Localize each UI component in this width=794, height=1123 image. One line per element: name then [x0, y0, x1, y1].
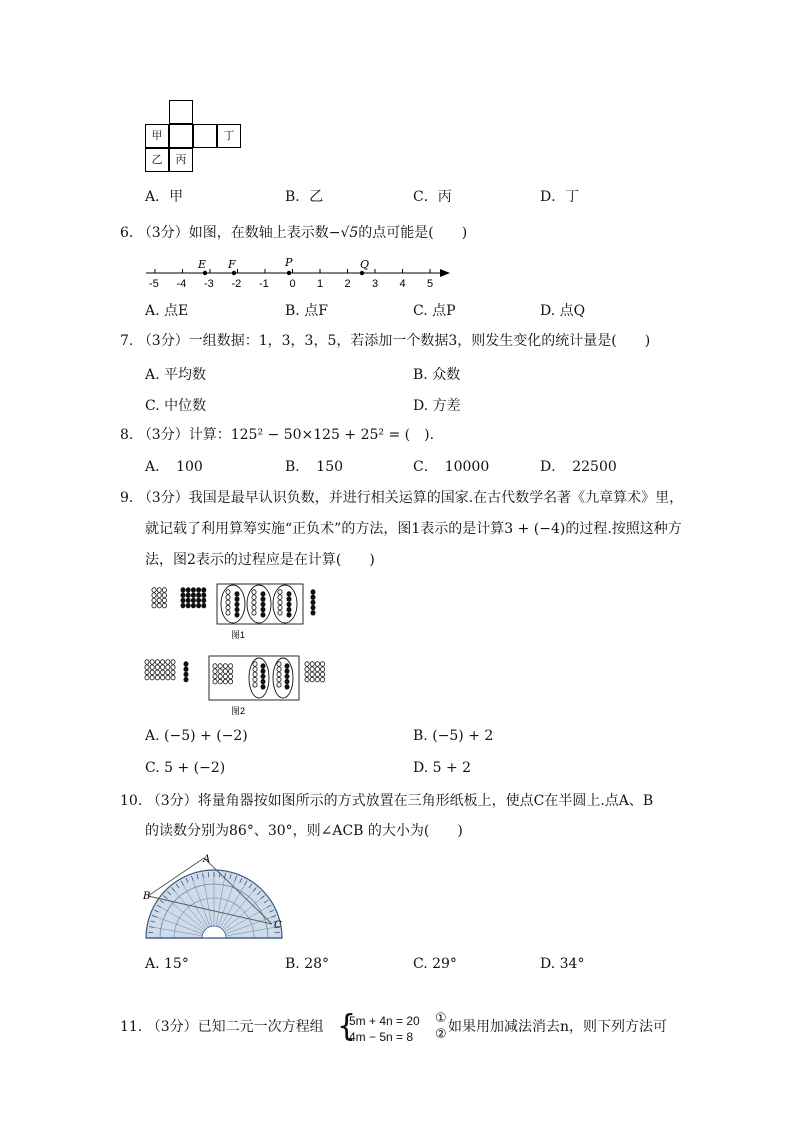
grouping-oval — [249, 658, 269, 698]
filled-rod — [202, 588, 206, 593]
q6-text-after: 的点可能是( ) — [358, 225, 468, 241]
hollow-rod — [166, 670, 170, 675]
hollow-rod — [161, 660, 165, 665]
hollow-rod — [321, 672, 325, 677]
filled-rod — [261, 685, 265, 690]
hollow-rod — [229, 669, 233, 674]
q9-number: 9. — [120, 490, 134, 506]
filled-rod — [285, 669, 289, 674]
hollow-rod — [229, 664, 233, 669]
q8-number: 8. — [120, 427, 134, 443]
q10-option-d[interactable]: D. 34° — [540, 956, 585, 972]
filled-rod — [311, 590, 315, 595]
q9-score: （3分） — [137, 490, 189, 506]
filled-rod — [235, 597, 239, 602]
filled-rod — [202, 593, 206, 598]
filled-rod — [186, 603, 190, 608]
q11-stem-start — [120, 1018, 324, 1036]
hollow-rod — [253, 672, 257, 677]
filled-rod — [311, 605, 315, 610]
hollow-rod — [145, 665, 149, 670]
q5-option-a[interactable]: A．甲 — [145, 189, 184, 205]
hollow-rod — [229, 679, 233, 684]
filled-rod — [191, 593, 195, 598]
q11-text-before: 已知二元一次方程组 — [197, 1019, 324, 1035]
q10-number: 10. — [120, 793, 143, 809]
hollow-rod — [310, 662, 314, 667]
number-line-tick-label: 3 — [372, 278, 379, 290]
hollow-rod — [278, 595, 282, 600]
hollow-rod — [278, 605, 282, 610]
filled-rod — [261, 592, 265, 597]
filled-rod — [287, 597, 291, 602]
hollow-rod — [253, 677, 257, 682]
hollow-rod — [166, 665, 170, 670]
cube-net-figure — [145, 100, 255, 175]
hollow-rod — [252, 600, 256, 605]
filled-rod — [191, 603, 195, 608]
hollow-rod — [218, 664, 222, 669]
q9-option-b[interactable]: B. (−5) + 2 — [413, 728, 494, 744]
net-cell-ding: 丁 — [217, 124, 241, 148]
hollow-rod — [278, 611, 282, 616]
filled-rod — [197, 598, 201, 603]
hollow-rod — [278, 590, 282, 595]
hollow-rod — [315, 677, 319, 682]
q11-score: （3分） — [146, 1019, 198, 1035]
q10-option-a[interactable]: A. 15° — [145, 956, 189, 972]
number-line-tick-label: -1 — [259, 278, 269, 290]
counting-rods-figure-1 — [145, 580, 335, 642]
q8-option-c[interactable]: C． 10000 — [413, 459, 490, 475]
filled-rod — [197, 603, 201, 608]
hollow-rod — [152, 598, 156, 603]
hollow-rod — [253, 662, 257, 667]
filled-rod — [197, 593, 201, 598]
filled-rod — [285, 664, 289, 669]
hollow-rod — [171, 675, 175, 680]
hollow-rod — [226, 600, 230, 605]
q8-stem — [120, 426, 434, 444]
hollow-rod — [252, 590, 256, 595]
hollow-rod — [157, 598, 161, 603]
filled-rod — [261, 597, 265, 602]
hollow-rod — [315, 662, 319, 667]
fig2-caption: 图2 — [231, 706, 246, 716]
q9-stem-line2: 就记载了利用算筹实施“正负术”的方法，图1表示的是计算3 + (−4)的过程.按照这种方 — [145, 521, 682, 537]
filled-rod — [181, 598, 185, 603]
hollow-rod — [155, 660, 159, 665]
hollow-rod — [321, 662, 325, 667]
hollow-rod — [162, 588, 166, 593]
hollow-rod — [305, 662, 309, 667]
hollow-rod — [155, 665, 159, 670]
filled-rod — [285, 685, 289, 690]
filled-rod — [191, 588, 195, 593]
filled-rod — [184, 662, 188, 667]
hollow-rod — [171, 670, 175, 675]
filled-rod — [184, 677, 188, 682]
grouping-oval — [273, 585, 297, 623]
hollow-rod — [162, 603, 166, 608]
hollow-rod — [277, 677, 281, 682]
hollow-rod — [155, 670, 159, 675]
number-line-tick-label: -4 — [176, 278, 187, 290]
hollow-rod — [150, 670, 154, 675]
filled-rod — [261, 674, 265, 679]
q5-option-d[interactable]: D．丁 — [540, 189, 580, 205]
hollow-rod — [226, 595, 230, 600]
q6-option-a[interactable]: A. 点E — [145, 303, 189, 319]
q5-option-b[interactable]: B．乙 — [285, 189, 324, 205]
filled-rod — [202, 603, 206, 608]
q6-stem — [120, 224, 467, 242]
hollow-rod — [213, 679, 217, 684]
hollow-rod — [150, 675, 154, 680]
label-c: C — [274, 920, 282, 931]
filled-rod — [261, 679, 265, 684]
hollow-rod — [277, 683, 281, 688]
filled-rod — [184, 672, 188, 677]
q8-option-b[interactable]: B． 150 — [285, 459, 344, 475]
hollow-rod — [157, 588, 161, 593]
filled-rod — [311, 611, 315, 616]
filled-rod — [287, 613, 291, 618]
hollow-rod — [252, 595, 256, 600]
filled-rod — [311, 595, 315, 600]
number-line-tick-label: 5 — [427, 278, 434, 290]
net-cell-bing: 丙 — [169, 148, 193, 172]
hollow-rod — [226, 590, 230, 595]
hollow-rod — [155, 675, 159, 680]
q10-option-c[interactable]: C. 29° — [413, 956, 457, 972]
hollow-rod — [305, 672, 309, 677]
filled-rod — [186, 588, 190, 593]
hollow-rod — [157, 603, 161, 608]
hollow-rod — [277, 662, 281, 667]
hollow-rod — [157, 593, 161, 598]
q6-expr: −√5 — [328, 225, 359, 241]
filled-rod — [287, 592, 291, 597]
filled-rod — [261, 669, 265, 674]
q11-circ1: ① — [435, 1011, 447, 1026]
hollow-rod — [310, 667, 314, 672]
hollow-rod — [277, 667, 281, 672]
hollow-rod — [253, 667, 257, 672]
hollow-rod — [229, 674, 233, 679]
q8-option-a[interactable]: A． 100 — [145, 459, 203, 475]
hollow-rod — [310, 677, 314, 682]
hollow-rod — [161, 670, 165, 675]
q8-option-d[interactable]: D． 22500 — [540, 459, 617, 475]
hollow-rod — [305, 667, 309, 672]
net-cell-top — [169, 100, 193, 124]
q11-eq2: 4m − 5n = 8 — [349, 1030, 414, 1044]
hollow-rod — [252, 605, 256, 610]
q7-option-c[interactable]: C. 中位数 — [145, 398, 207, 414]
hollow-rod — [166, 660, 170, 665]
filled-rod — [311, 600, 315, 605]
point-e-label: E — [198, 258, 207, 271]
q9-line1: 我国是最早认识负数，并进行相关运算的国家.在古代数学名著《九章算术》里， — [188, 490, 684, 506]
q9-stem-line3: 法，图2表示的过程应是在计算( ) — [145, 552, 375, 568]
q7-score: （3分） — [137, 333, 189, 349]
q8-text: 计算：125² − 50×125 + 25² = ( ). — [188, 427, 435, 443]
number-line-tick-label: -2 — [231, 278, 242, 290]
protractor-figure — [140, 852, 290, 944]
hollow-rod — [321, 677, 325, 682]
net-cell-yi: 乙 — [145, 148, 169, 172]
number-line-tick-label: -5 — [149, 278, 159, 290]
hollow-rod — [213, 664, 217, 669]
q9-option-c[interactable]: C. 5 + (−2) — [145, 760, 226, 776]
q10-line1: 将量角器按如图所示的方式放置在三角形纸板上，使点C在半圆上.点A、B — [197, 793, 654, 809]
filled-rod — [287, 602, 291, 607]
filled-rod — [285, 674, 289, 679]
hollow-rod — [145, 660, 149, 665]
filled-rod — [186, 593, 190, 598]
q11-equation-system — [337, 1011, 455, 1047]
q11-circ2: ② — [435, 1027, 447, 1042]
hollow-rod — [150, 665, 154, 670]
net-cell-jia: 甲 — [145, 124, 169, 148]
filled-rod — [235, 592, 239, 597]
hollow-rod — [162, 593, 166, 598]
q11-brace: { — [337, 1009, 357, 1044]
number-line-tick-label: -3 — [204, 278, 214, 290]
hollow-rod — [277, 672, 281, 677]
q6-option-b[interactable]: B. 点F — [285, 303, 328, 319]
filled-rod — [186, 598, 190, 603]
q11-number: 11. — [120, 1019, 143, 1035]
hollow-rod — [321, 667, 325, 672]
q10-stem-line1 — [120, 792, 653, 810]
hollow-rod — [315, 667, 319, 672]
q5-option-c[interactable]: C．丙 — [413, 189, 452, 205]
filled-rod — [285, 679, 289, 684]
q6-score: （3分） — [137, 225, 189, 241]
q11-eq1: 5m + 4n = 20 — [349, 1014, 420, 1028]
filled-rod — [235, 602, 239, 607]
q7-option-a[interactable]: A. 平均数 — [145, 367, 207, 383]
hollow-rod — [166, 675, 170, 680]
q7-text: 一组数据：1，3，3，5，若添加一个数据3，则发生变化的统计量是( ) — [188, 333, 651, 349]
point-f-label: F — [228, 258, 236, 271]
filled-rod — [261, 664, 265, 669]
number-line-tick-label: 2 — [344, 278, 351, 290]
hollow-rod — [161, 665, 165, 670]
hollow-rod — [162, 598, 166, 603]
q6-number: 6. — [120, 225, 134, 241]
q9-option-a[interactable]: A. (−5) + (−2) — [145, 728, 248, 744]
hollow-rod — [145, 675, 149, 680]
hollow-rod — [218, 679, 222, 684]
q7-number: 7. — [120, 333, 134, 349]
hollow-rod — [310, 672, 314, 677]
q11-text-after: 如果用加减法消去n，则下列方法可 — [448, 1019, 668, 1035]
filled-rod — [261, 607, 265, 612]
hollow-rod — [161, 675, 165, 680]
hollow-rod — [152, 588, 156, 593]
hollow-rod — [152, 603, 156, 608]
filled-rod — [287, 607, 291, 612]
hollow-rod — [305, 677, 309, 682]
hollow-rod — [223, 679, 227, 684]
filled-rod — [235, 607, 239, 612]
point-p-label: P — [285, 256, 293, 269]
net-cell-right1 — [193, 124, 217, 148]
q10-option-b[interactable]: B. 28° — [285, 956, 330, 972]
counting-rods-figure-2 — [143, 652, 343, 720]
grouping-oval — [221, 585, 245, 623]
hollow-rod — [213, 669, 217, 674]
hollow-rod — [315, 672, 319, 677]
hollow-rod — [226, 611, 230, 616]
filled-rod — [184, 667, 188, 672]
filled-rod — [191, 598, 195, 603]
number-line-tick-label: 0 — [289, 278, 296, 290]
hollow-rod — [145, 670, 149, 675]
hollow-rod — [223, 664, 227, 669]
grouping-oval — [247, 585, 271, 623]
hollow-rod — [278, 600, 282, 605]
q7-option-d[interactable]: D. 方差 — [413, 398, 461, 414]
label-a: A — [203, 854, 211, 865]
hollow-rod — [223, 669, 227, 674]
q9-stem-line1 — [120, 489, 683, 507]
filled-rod — [197, 588, 201, 593]
net-cell-middle — [169, 124, 193, 148]
hollow-rod — [218, 674, 222, 679]
filled-rod — [235, 613, 239, 618]
label-b: B — [143, 891, 151, 902]
filled-rod — [181, 603, 185, 608]
q6-text-before: 如图，在数轴上表示数 — [188, 225, 329, 241]
filled-rod — [261, 602, 265, 607]
filled-rod — [261, 613, 265, 618]
hollow-rod — [213, 674, 217, 679]
hollow-rod — [218, 669, 222, 674]
q8-score: （3分） — [137, 427, 189, 443]
hollow-rod — [150, 660, 154, 665]
hollow-rod — [152, 593, 156, 598]
filled-rod — [181, 593, 185, 598]
q6-option-d[interactable]: D. 点Q — [540, 303, 586, 319]
q7-stem — [120, 332, 650, 350]
hollow-rod — [252, 611, 256, 616]
grouping-oval — [273, 658, 293, 698]
filled-rod — [181, 588, 185, 593]
q10-stem-line2: 的读数分别为86°、30°，则∠ACB 的大小为( ) — [145, 823, 463, 839]
hollow-rod — [223, 674, 227, 679]
number-line-tick-label: 4 — [399, 278, 406, 290]
fig1-caption: 图1 — [231, 630, 246, 640]
q6-option-c[interactable]: C. 点P — [413, 303, 456, 319]
filled-rod — [202, 598, 206, 603]
hollow-rod — [226, 605, 230, 610]
number-line-tick-label: 1 — [317, 278, 324, 290]
hollow-rod — [171, 665, 175, 670]
point-q-label: Q — [360, 258, 370, 271]
hollow-rod — [253, 683, 257, 688]
q7-option-b[interactable]: B. 众数 — [413, 367, 461, 383]
q10-score: （3分） — [146, 793, 198, 809]
number-line-figure — [140, 255, 460, 291]
hollow-rod — [171, 660, 175, 665]
q9-option-d[interactable]: D. 5 + 2 — [413, 760, 472, 776]
